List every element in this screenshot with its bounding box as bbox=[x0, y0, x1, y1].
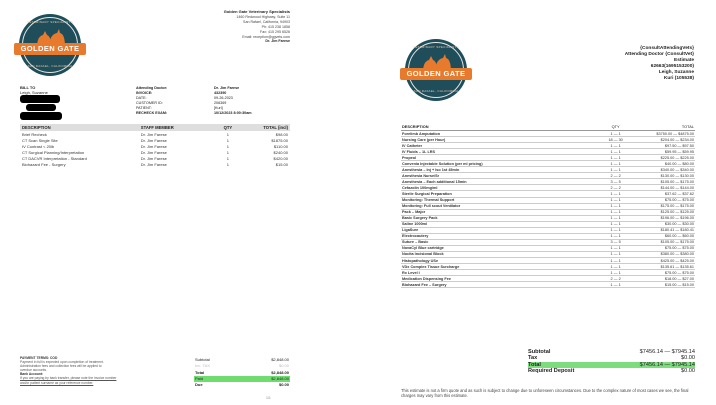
clinic-email[interactable]: Email: reception@ggvets.com bbox=[242, 34, 290, 39]
estimate-cell-qty: 1 — 1 bbox=[601, 227, 630, 233]
estimate-cell-description: Medication Dispensing Fee bbox=[401, 276, 601, 282]
invoice-cell-total: $98.00 bbox=[275, 131, 288, 137]
invoice-total-label: Inc. TAX bbox=[195, 363, 210, 369]
estimate-cell-description: Monitoring: Full scout Ventilator bbox=[401, 203, 601, 209]
estimate-cell-total: $196.00 — $196.00 bbox=[630, 215, 695, 221]
bank-note-line: If you are paying by bank transfer, please note the invoice number bbox=[20, 376, 117, 381]
estimate-cell-total: $40.00 — $80.00 bbox=[630, 161, 695, 167]
estimate-cell-description: Nocita Incisional Block bbox=[401, 251, 601, 257]
invoice-meta-key: PATIENT: bbox=[136, 105, 152, 110]
estimate-cell-total: $75.00 — $75.00 bbox=[630, 270, 695, 276]
estimate-cell-total: $175.00 — $175.00 bbox=[630, 203, 695, 209]
estimate-cell-qty: 1 — 1 bbox=[601, 149, 630, 155]
estimate-cell-total: $105.00 — $175.00 bbox=[630, 179, 695, 185]
redacted-block bbox=[20, 112, 62, 120]
invoice-cell-qty: 1 bbox=[226, 143, 229, 149]
col-total: TOTAL bbox=[630, 124, 695, 131]
estimate-cell-total: $18.00 — $27.00 bbox=[630, 276, 695, 282]
estimate-cell-qty: 1 — 1 bbox=[601, 233, 630, 239]
estimate-cell-total: $144.00 — $144.00 bbox=[630, 185, 695, 191]
estimate-cell-description: VDx Complex Tissue Surcharge bbox=[401, 264, 601, 270]
estimate-cell-description: IV Catheter bbox=[401, 143, 601, 149]
estimate-cell-qty: 1 — 1 bbox=[601, 221, 630, 227]
invoice-cell-total: $110.00 bbox=[273, 143, 288, 149]
payment-terms-line: Payment in full is expected upon completion of treatment. bbox=[20, 360, 104, 365]
invoice-meta-value: Dr. Jim Farese bbox=[214, 86, 240, 90]
invoice-total-label: Due bbox=[195, 382, 203, 388]
estimate-cell-qty: 1 — 1 bbox=[601, 209, 630, 215]
payment-terms-line: overdue accounts. bbox=[20, 368, 47, 373]
estimate-cell-description: Rx Level I bbox=[401, 270, 601, 276]
estimate-total-row bbox=[528, 368, 695, 374]
clinic-logo bbox=[405, 39, 467, 101]
estimate-cell-description: Monitoring: Thermal Support bbox=[401, 197, 601, 203]
invoice-cell-qty: 1 bbox=[226, 155, 229, 161]
estimate-cell-total: $15.00 — $15.00 bbox=[630, 282, 695, 288]
estimate-table bbox=[401, 124, 695, 288]
estimate-cell-qty: 3 — 5 bbox=[601, 179, 630, 185]
invoice-cell-qty: 1 bbox=[226, 137, 229, 143]
col-total: TOTAL (incl) bbox=[241, 124, 290, 131]
logo-arc-bottom: SAN RAFAEL, CALIFORNIA bbox=[27, 64, 73, 68]
estimate-header bbox=[560, 46, 694, 83]
redacted-block bbox=[26, 104, 56, 111]
estimate-total-label: Subtotal bbox=[528, 349, 551, 355]
invoice-header-row bbox=[20, 124, 290, 131]
invoice-cell-description: CT Scan Single Site bbox=[22, 137, 58, 143]
col-qty: QTY bbox=[214, 124, 241, 131]
clinic-fax: Fax: 415 295 6526 bbox=[260, 29, 290, 34]
logo-arc-top: VETERINARY SPECIALISTS bbox=[27, 20, 73, 24]
payment-terms bbox=[20, 356, 120, 385]
estimate-cell-description: Cefazolin 100mg/ml bbox=[401, 185, 601, 191]
invoice-total-value: $2,848.00 bbox=[271, 369, 289, 375]
invoice-cell-total: $1875.00 bbox=[271, 137, 288, 143]
estimate-cell-qty: 1 — 1 bbox=[601, 245, 630, 251]
invoice-total-value: $2,848.00 bbox=[271, 357, 289, 362]
invoice-meta-key: RECHECK EXAM: bbox=[136, 110, 168, 115]
estimate-cell-total: $97.50 — $97.50 bbox=[630, 143, 695, 149]
invoice-cell-qty: 1 bbox=[226, 149, 229, 155]
invoice-cell-total: $15.00 bbox=[275, 162, 288, 168]
invoice-total-row bbox=[194, 382, 290, 388]
estimate-cell-qty: 1 — 1 bbox=[601, 282, 630, 288]
estimate-total-label: Total bbox=[528, 361, 541, 368]
invoice-meta-value: 432390 bbox=[214, 90, 227, 95]
estimate-cell-description: Basic Surgery Pack bbox=[401, 215, 601, 221]
col-description: DESCRIPTION bbox=[401, 124, 601, 131]
col-staff: STAFF MEMBER bbox=[139, 124, 215, 131]
clinic-address bbox=[210, 10, 290, 44]
invoice-meta-key: Attending Doctor: bbox=[136, 86, 168, 90]
invoice-cell-staff: Dr. Jim Farese bbox=[140, 131, 167, 137]
estimate-cell-qty: 2 — 2 bbox=[601, 276, 630, 282]
bill-to-name: Leigh, Suzanne bbox=[20, 89, 48, 95]
estimate-cell-qty: 1 — 1 bbox=[601, 270, 630, 276]
estimate-cell-description: Electrocautery bbox=[401, 233, 601, 239]
estimate-total-value: $7456.14 — $7945.14 bbox=[639, 361, 695, 368]
estimate-cell-description: IV Fluids – 1L LRS bbox=[401, 149, 601, 155]
estimate-cell-total: $204.00 — $234.00 bbox=[630, 137, 695, 143]
estimate-cell-total: $60.00 — $60.00 bbox=[630, 233, 695, 239]
estimate-cell-qty: 1 — 1 bbox=[601, 131, 630, 137]
invoice-meta-value: [Kuri] bbox=[214, 105, 223, 110]
invoice-cell-qty: 1 bbox=[226, 131, 229, 137]
clinic-address-line1: 1460 Redwood Highway, Suite 11 bbox=[236, 14, 290, 19]
invoice-row bbox=[20, 161, 290, 167]
clinic-address-line2: San Rafael, California, 94903 bbox=[243, 19, 290, 24]
estimate-cell-qty: 1 — 1 bbox=[601, 203, 630, 209]
estimate-cell-qty: 2 — 2 bbox=[601, 185, 630, 191]
estimate-cell-total: $105.00 — $175.00 bbox=[630, 239, 695, 245]
estimate-cell-qty: 2 — 2 bbox=[601, 173, 630, 179]
estimate-cell-qty: 1 — 1 bbox=[601, 215, 630, 221]
estimate-cell-description: Histopathology USe bbox=[401, 257, 601, 263]
invoice-meta-key: INVOICE: bbox=[136, 90, 153, 95]
invoice-cell-description: Brief Recheck bbox=[22, 131, 47, 137]
invoice-meta-value: 10/12/2023 8:00:30am bbox=[214, 110, 252, 115]
estimate-cell-total: $75.00 — $75.00 bbox=[630, 197, 695, 203]
payment-terms-line: Administration fees and collection fees will be applied to bbox=[20, 364, 102, 369]
estimate-cell-total: $340.00 — $340.00 bbox=[630, 167, 695, 173]
estimate-cell-total: $225.00 — $225.00 bbox=[630, 155, 695, 161]
col-description: DESCRIPTION bbox=[20, 124, 139, 131]
invoice-cell-staff: Dr. Jim Farese bbox=[140, 137, 167, 143]
estimate-total-value: $0.00 bbox=[681, 355, 695, 362]
invoice-cell-staff: Dr. Jim Farese bbox=[140, 162, 167, 168]
estimate-total-value: $7456.14 — $7945.14 bbox=[639, 349, 695, 355]
estimate-cell-qty: 1 — 1 bbox=[601, 143, 630, 149]
estimate-cell-total: $180.41 — $180.41 bbox=[630, 227, 695, 233]
invoice-cell-total: $240.00 bbox=[273, 149, 288, 155]
estimate-cell-description: Convenia Injectable Solution (per ml pricing) bbox=[401, 161, 601, 167]
estimate-cell-total: $30.00 — $30.00 bbox=[630, 221, 695, 227]
invoice-cell-description: Biohazard Fee - Surgery bbox=[22, 162, 66, 168]
estimate-cell-qty: 1 — 1 bbox=[601, 251, 630, 257]
invoice-meta-value: 09-26-2023 bbox=[214, 95, 233, 100]
estimate-disclaimer: This estimate is not a firm quote and as such is subject to change due to unforeseen circumstances. Due to the complex nature of most cases we see, the final charges may vary from this estimate. bbox=[401, 388, 689, 399]
estimate-cell-description: Nursing Care (per Hour) bbox=[401, 137, 601, 143]
invoice-cell-total: $420.00 bbox=[273, 155, 288, 161]
invoice-table bbox=[20, 124, 290, 168]
page-number: 1/1 bbox=[266, 396, 271, 400]
estimate-total-label: Required Deposit bbox=[528, 367, 575, 374]
estimate-cell-total: $425.00 — $425.00 bbox=[630, 257, 695, 263]
payment-terms-title: PAYMENT TERMS: COD bbox=[20, 356, 58, 360]
estimate-cell-qty: 1 — 1 bbox=[601, 161, 630, 167]
invoice-cell-staff: Dr. Jim Farese bbox=[140, 149, 167, 155]
bank-account-label: Bank Account: bbox=[20, 372, 44, 377]
invoice-total-value: $0.00 bbox=[278, 363, 289, 369]
logo-arc-bottom: SAN RAFAEL, CALIFORNIA bbox=[413, 89, 459, 93]
estimate-cell-qty: 1 — 1 bbox=[601, 167, 630, 173]
clinic-logo bbox=[19, 14, 81, 76]
estimate-cell-qty: 1 — 1 bbox=[601, 191, 630, 197]
invoice-meta-key: CUSTOMER ID: bbox=[136, 100, 163, 105]
invoice-cell-description: IV Contrast < 20lb bbox=[22, 143, 55, 149]
invoice-cell-description: CT DACVR Interpretation - Standard bbox=[22, 155, 87, 161]
invoice-meta bbox=[136, 86, 252, 115]
invoice-total-value: $0.00 bbox=[278, 382, 289, 388]
estimate-total-label: Tax bbox=[528, 355, 538, 362]
invoice-total-value: $2,848.00 bbox=[271, 375, 289, 381]
estimate-vets-placeholder: {ConsultAttendingVets} bbox=[640, 46, 694, 51]
logo-arc-top: VETERINARY SPECIALISTS bbox=[413, 45, 459, 49]
estimate-total-value: $0.00 bbox=[681, 367, 695, 374]
estimate-doctor-placeholder: Attending Doctor {ConsultVet} bbox=[624, 52, 694, 58]
logo-title: GOLDEN GATE bbox=[400, 68, 472, 80]
estimate-cell-description: Anesthesia – Each additional 15min bbox=[401, 179, 601, 185]
estimate-cell-total: $125.00 — $125.00 bbox=[630, 209, 695, 215]
estimate-cell-qty: 1 — 1 bbox=[601, 197, 630, 203]
invoice-cell-staff: Dr. Jim Farese bbox=[140, 143, 167, 149]
invoice-cell-staff: Dr. Jim Farese bbox=[140, 155, 167, 161]
estimate-cell-description: Pack – Major bbox=[401, 209, 601, 215]
bill-to-label: BILL TO bbox=[20, 85, 36, 90]
clinic-doctor: Dr. Jim Farese bbox=[265, 39, 290, 44]
estimate-cell-qty: 1 — 1 bbox=[601, 155, 630, 161]
estimate-cell-total: $135.61 — $135.61 bbox=[630, 264, 695, 270]
invoice-cell-description: CT Surgical Planning/Interpretation bbox=[22, 149, 85, 155]
estimate-cell-description: Anesthesia – Inj + Iso 1st 45min bbox=[401, 167, 601, 173]
estimate-cell-description: NovaCyl Blue cartridge bbox=[401, 245, 601, 251]
estimate-cell-description: Saline 1000ml bbox=[401, 221, 601, 227]
estimate-cell-description: Anesthesia Nurse/Sr bbox=[401, 173, 601, 179]
invoice-totals bbox=[194, 357, 290, 388]
estimate-cell-qty: 1 — 1 bbox=[601, 264, 630, 270]
estimate-cell-total: $37.62 — $37.62 bbox=[630, 191, 695, 197]
estimate-cell-description: Forelimb Amputation bbox=[401, 131, 601, 137]
estimate-cell-total: $380.00 — $380.00 bbox=[630, 251, 695, 257]
redacted-block bbox=[20, 95, 60, 103]
invoice-meta-key: DATE: bbox=[136, 95, 147, 100]
estimate-cell-description: LigaSure bbox=[401, 227, 601, 233]
estimate-cell-total: $3750.00 — $4875.00 bbox=[630, 131, 695, 137]
logo-title: GOLDEN GATE bbox=[14, 43, 86, 55]
estimate-client: Leigh, Suzanne bbox=[658, 70, 694, 76]
invoice-total-label: Paid bbox=[195, 375, 204, 381]
invoice-total-label: Total bbox=[195, 369, 205, 375]
clinic-phone: Ph: 415 238 1858 bbox=[261, 24, 290, 29]
invoice-total-label: Subtotal bbox=[195, 357, 210, 362]
estimate-cell-description: Biohazard Fee – Surgery bbox=[401, 282, 601, 288]
invoice-meta-value: 206369 bbox=[214, 100, 227, 105]
col-qty: QTY bbox=[601, 124, 630, 131]
invoice-cell-qty: 1 bbox=[226, 162, 229, 168]
estimate-cell-description: Suture – Basic bbox=[401, 239, 601, 245]
estimate-totals bbox=[528, 349, 695, 374]
estimate-cell-description: Sterile Surgical Preparation bbox=[401, 191, 601, 197]
estimate-cell-total: $59.95 — $59.95 bbox=[630, 149, 695, 155]
estimate-row bbox=[401, 282, 695, 288]
estimate-cell-qty: 1 — 1 bbox=[601, 257, 630, 263]
estimate-patient: Kuri (105538) bbox=[663, 76, 694, 82]
estimate-number: 62663(1695153200) bbox=[650, 64, 694, 70]
bank-note-line: and/or patient surname as your reference number. bbox=[20, 380, 94, 385]
clinic-name: Golden Gate Veterinary Specialists bbox=[223, 9, 290, 14]
estimate-cell-description: Propeol bbox=[401, 155, 601, 161]
estimate-cell-total: $75.00 — $75.00 bbox=[630, 245, 695, 251]
estimate-cell-total: $130.00 — $130.00 bbox=[630, 173, 695, 179]
invoice-meta-row bbox=[136, 111, 252, 116]
estimate-cell-qty: 3 — 5 bbox=[601, 239, 630, 245]
estimate-title: Estimate bbox=[674, 58, 694, 64]
estimate-cell-qty: 18 — 30 bbox=[601, 137, 630, 143]
